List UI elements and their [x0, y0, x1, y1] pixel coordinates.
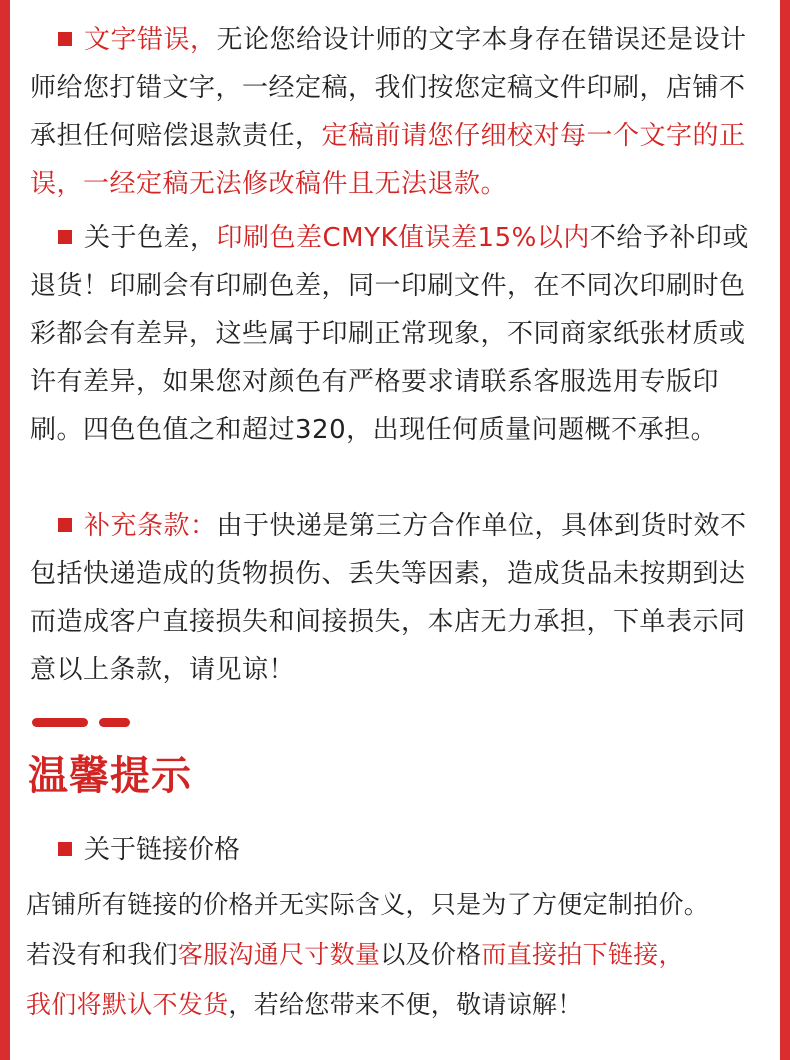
section-heading: 文字错误， [84, 25, 217, 55]
tip-body [26, 880, 780, 1030]
bullet-square-icon [58, 518, 72, 532]
tip-emphasis: 而直接拍下链接， [481, 940, 684, 969]
tip-text: ，若给您带来不便，敬请谅解！ [228, 990, 583, 1019]
decor-dash-short [99, 718, 130, 727]
tip-line-2 [26, 930, 780, 980]
section-emphasis: 定稿前请您仔细校对每一个文字的正误，一经定稿无法修改稿件且无法退款。 [30, 121, 746, 199]
section-heading: 补充条款： [84, 511, 217, 541]
section-extra-terms [30, 502, 765, 694]
bullet-square-icon [58, 842, 72, 856]
section-color-difference [30, 214, 765, 454]
tip-subhead-row [30, 826, 765, 874]
section-text-error [30, 16, 765, 208]
bullet-square-icon [58, 230, 72, 244]
section-body: 由于快递是第三方合作单位，具体到货时效不包括快递造成的货物损伤、丢失等因素，造成货品未按期到达而造成客户直接损失和间接损失，本店无力承担，下单表示同意以上条款，请见谅！ [30, 511, 747, 685]
tip-emphasis: 客服沟通尺寸数量 [177, 940, 381, 969]
section-emphasis: 印刷色差CMYK值误差15%以内 [216, 223, 590, 253]
tip-text: 以及价格 [380, 940, 482, 969]
tip-line-1: 店铺所有链接的价格并无实际含义，只是为了方便定制拍价。 [26, 890, 710, 919]
tip-emphasis: 我们将默认不发货 [26, 990, 229, 1019]
tip-subhead: 关于链接价格 [84, 835, 241, 865]
section-body: 无论您给设计师的文字本身存在错误还是设计师给您打错文字，一经定稿，我们按您定稿文件印刷，店铺不承担任何赔偿退款责任， [30, 25, 747, 151]
tip-title: 温馨提示 [28, 753, 192, 799]
section-heading: 关于色差， [84, 223, 217, 253]
section-body: 不给予补印或退货！印刷会有印刷色差，同一印刷文件，在不同次印刷时色彩都会有差异，这些属于印刷正常现象，不同商家纸张材质或许有差异，如果您对颜色有严格要求请联系客服选用专版印刷。四色色值之和超过320，出现任何质量问题概不承担。 [30, 223, 749, 445]
bullet-square-icon [58, 32, 72, 46]
decor-dash-long [32, 718, 88, 727]
notice-card [10, 0, 780, 1060]
tip-text: 若没有和我们 [26, 940, 178, 969]
tip-line-3 [26, 980, 780, 1030]
